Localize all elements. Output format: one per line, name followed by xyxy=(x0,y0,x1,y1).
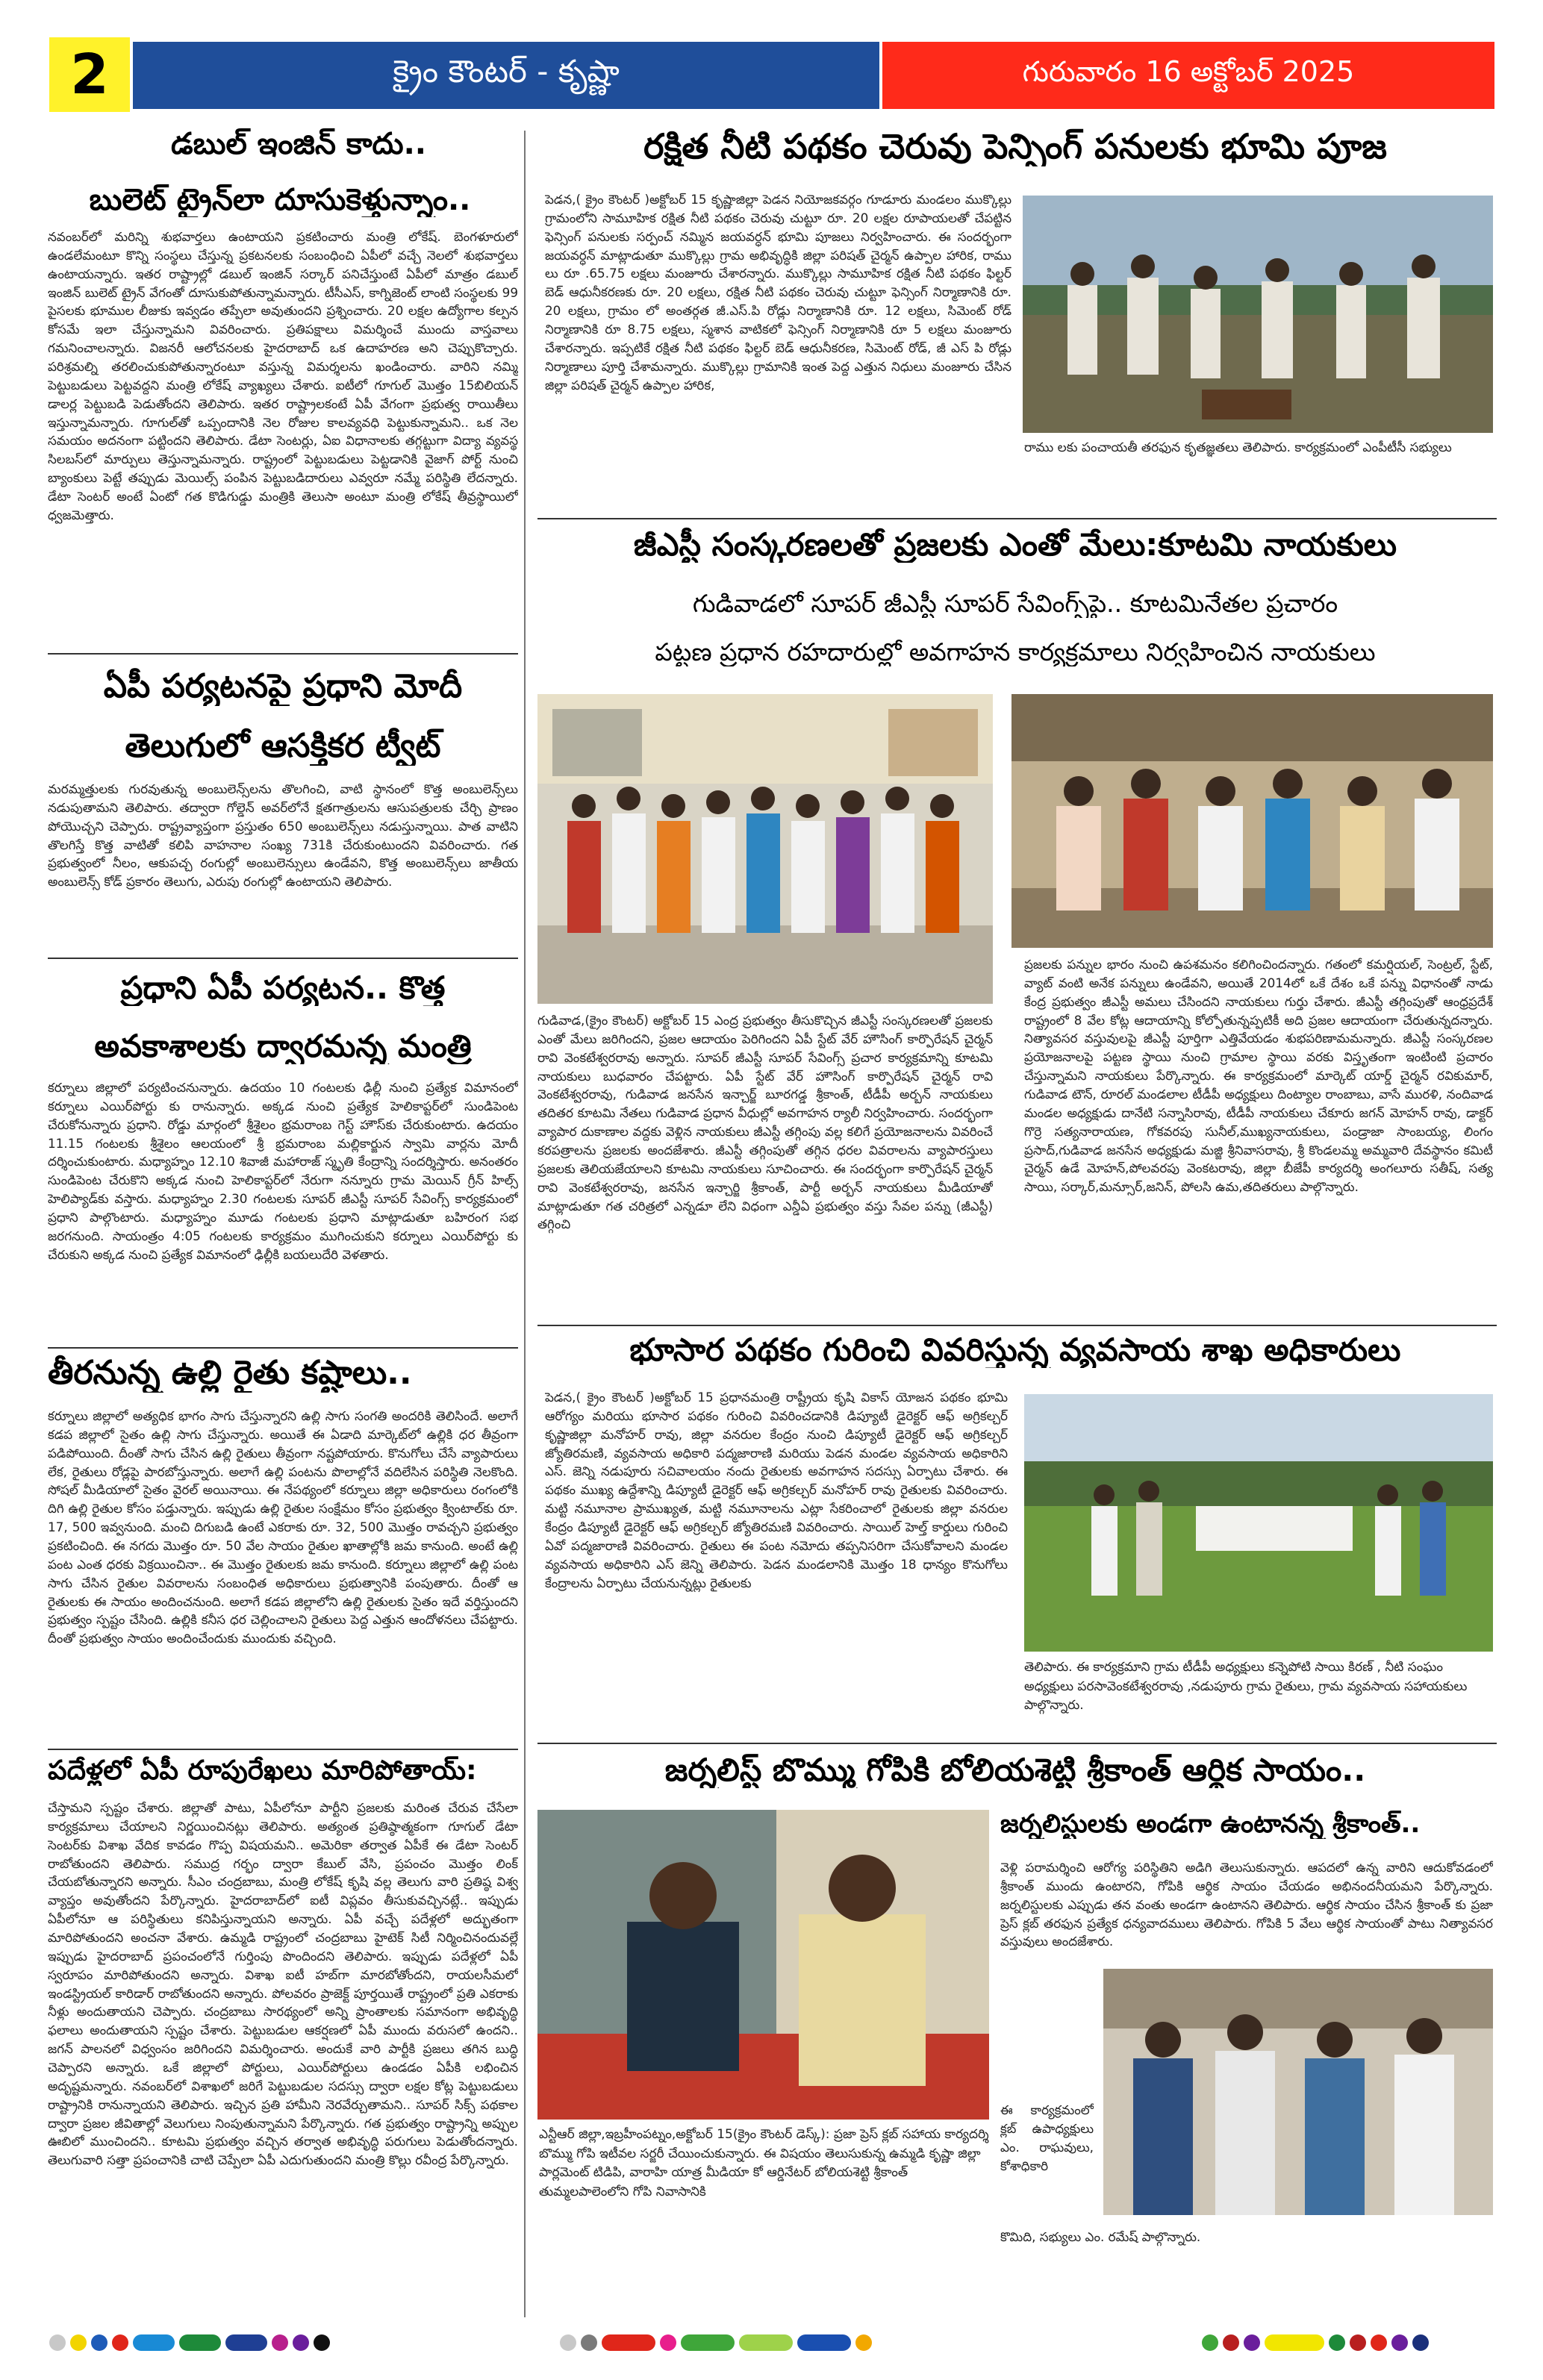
edition-banner: క్రైం కౌంటర్ - కృష్ణా xyxy=(133,42,879,109)
color-dot xyxy=(70,2334,87,2351)
color-dot xyxy=(581,2334,597,2351)
article-b3-body: పెడన,( క్రైం కౌంటర్ )అక్టోబర్ 15 ప్రధానమంత్రి రాష్ట్రీయ కృషి వికాస్ యోజన పథకం భూమి ఆరోగ్యం మరియు భూసార పథకం గురించి వివరించడానికి డిప్యూటీ డైరెక్టర్ ఆఫ్ అగ్రికల్చర్ కృష్ణాజిల్లా మనోహర్ రావు, జిల్లా వనరుల కేంద్రం నుంచి డిప్యూటీ డైరెక్టర్ ఆఫ్ అగ్రికల్చర్ జ్యోతిరమణి, వ్యవసాయ అధికారి పద్మజారాణి మరియు పెడన మండల వ్యవసాయ అధికారిని ఎస్. జెన్ని నడుపూరు సచివాలయం నందు రైతులకు అవగాహన సదస్సు ఏర్పాటు చేశారు. ఈ పథకం ముఖ్య ఉద్దేశాన్ని డిప్యూటీ డైరెక్టర్ ఆఫ్ అగ్రికల్చర్ మనోహర్ రావు రైతులకు వివరించారు. మట్టి నమూనాల ప్రాముఖ్యత, మట్టి నమూనాలను ఎట్లా సేకరించాలో రైతులకు జిల్లా వనరుల కేంద్రం డిప్యూటీ డైరెక్టర్ ఆఫ్ అగ్రికల్చర్ జ్యోతిరమణి వివరించారు. సాయిల్ హెల్త్ కార్డులు గురించి ఏవో పద్మజారాణి వివరించారు. రైతులు ఈ పంట నమోదు తప్పనిసరిగా చేసుకోవాలని మండల వ్యవసాయ అధికారిని ఎస్ జెన్ని తెలిపారు. పెడన మండలానికి మొత్తం 18 ధాన్యం కొనుగోలు కేంద్రాలను ఏర్పాటు చేయనున్నట్లు రైతులకు xyxy=(545,1390,1008,1590)
color-dot xyxy=(293,2334,309,2351)
article-b2-body-right: ప్రజలకు పన్నుల భారం నుంచి ఉపశమనం కలిగించిందన్నారు. గతంలో కమర్షియల్, సెంట్రల్, స్టేట్, వ్యాట్ వంటి అనేక పన్నులు ఉండేవని, అయితే 2014లో ఒకే దేశం ఒకే పన్ను విధానంతో నాడు కేంద్ర ప్రభుత్వం జీఎస్టీ అమలు చేసిందని నాయకులు గుర్తు చేశారు. జీఎస్టీ తగ్గింపుతో ఆంధ్రప్రదేశ్ రాష్ట్రంలో 8 వేల కోట్ల ఆదాయాన్ని కోల్పోతున్నప్పటికీ అది ప్రజల ఆదాయంగా చేరుతున్నదన్నారు. నిత్యావసర వస్తువులపై జీఎస్టీ పూర్తిగా ఎత్తివేయడం శుభపరిణామమన్నారు. జీఎస్టీ సంస్కరణల ప్రయోజనాలపై పట్టణ స్థాయి నుంచి గ్రామాల స్థాయి వరకు విస్తృతంగా ఇంటింటి ప్రచారం చేస్తున్నామని నాయకులు పేర్కొన్నారు. ఈ కార్యక్రమంలో మార్కెట్ యార్డ్ చైర్మన్ రవికుమార్, గుడివాడ టౌన్, రూరల్ మండలాల టీడీపీ అధ్యక్షులు దింట్యాల రాంబాబు, వాసే మురళి, నందివాడ మండల అధ్యక్షుడు దానేటి సన్నాసిరావు, టీడీపీ నాయకులు చేకూరు జగన్ మోహన్ రావు, డాక్టర్ గొర్రె సత్యనారాయణ, గోకవరపు సునీల్,ముఖ్యనాయకులు, పండ్రాజా సాంబయ్య, లింగం ప్రసాద్,గుడివాడ జనసేన అధ్యక్షుడు మజ్జి శ్రీనివాసరావు, శ్రీ కొండలమ్మ అమ్మవారి దేవస్థానం కమిటీ చైర్మన్ ఉడే మోహన్,పోలవరపు వెంకటరావు, జిల్లా బీజేపీ కార్యదర్శి అంగలూరు సతీష్, సత్య సాయి, సర్కార్,మన్సూర్,జనిన్, పోలసి ఉమ,తదితరులు పాల్గొన్నారు. xyxy=(1024,957,1493,1195)
subheadline-b2-line2: పట్టణ ప్రధాన రహదారుల్లో అవగాహన కార్యక్రమాలు నిర్వహించిన నాయకులు xyxy=(655,638,1376,666)
headline-a5: పదేళ్లలో ఏపీ రూపురేఖలు మారిపోతాయ్: xyxy=(48,1755,477,1786)
article-a1-body: నవంబర్‌లో మరిన్ని శుభవార్తలు ఉంటాయని ప్రకటించారు మంత్రి లోకేష్. బెంగళూరులో ఉండలేమంటూ కొన్ని సంస్థలు చేస్తున్న ప్రకటనలకు సంబంధించి ఏపీలో వచ్చే నెలలో శుభవార్తలు ఉంటాయన్నారు. ఇతర రాష్ట్రాల్లో డబుల్ ఇంజిన్ సర్కార్ పనిచేస్తుంటే ఏపీలో మాత్రం డబుల్ ఇంజిన్ బులెట్ ట్రైన్ వేగంతో దూసుకుపోతున్నామన్నారు. టీసీఎస్, కాగ్నిజెంట్ లాంటి సంస్థలకు 99 పైసలకు భూముల లీజుకు ఇవ్వడం తప్పేలా అవుతుందని ప్రశ్నించారు. 20 లక్షల ఉద్యోగాల కల్పన కోసమే ఇలా చేస్తున్నామని వివరించారు. ప్రతిపక్షాలు విమర్శించే ముందు వాస్తవాలు గమనించాలన్నారు. విజనరీ ఆలోచనలకు హైదరాబాద్ ఒక ఉదాహరణ అని చెప్పుకొచ్చారు. పరిశ్రమల్ని తరలించుకుపోతున్నారంటూ వస్తున్న విమర్శలను ఖండించారు. వారిని నమ్మి పెట్టుబడులు పెట్టవద్దని మంత్రి లోకేష్ వ్యాఖ్యలు చేశారు. ఐటీలో గూగుల్ మొత్తం 15బిలియన్ డాలర్ల పెట్టుబడి పెడుతోందని తెలిపారు. ఇతర రాష్ట్రాలకంటే ఏపీ వేగంగా ప్రభుత్వ రాయితీలు ఇస్తున్నామన్నారు. గూగుల్‌తో ఒప్పందానికి నెల రోజుల కాలవ్యవధి పెట్టుకున్నామని.. ఒక నెల సమయం అదనంగా పట్టిందని తెలిపారు. డేటా సెంటర్లు, ఏఐ విధానాలకు తగ్గట్టుగా విద్యా వ్యవస్థ సిలబస్‌లో మార్పులు తెస్తున్నామన్నారు. రాష్ట్రంలో పెట్టుబడులు పెట్టడానికి వైజాగ్ పోర్ట్ నుంచి బ్యాంకులు పెట్టే తప్పుడు మెయిల్స్ పంపిన పెట్టుబడిదారులు ఎవ్వరూ నమ్మే పరిస్థితి లేదన్నారు. డేటా సెంటర్ అంటే ఏంటో గత కొడిగుడ్డు మంత్రికి తెలుసా అంటూ మంత్రి లోకేష్ తీవ్రస్థాయిలో ధ్వజమెత్తారు. xyxy=(48,229,518,522)
journalist-aid-photo-left xyxy=(537,1810,989,2120)
color-bar xyxy=(739,2334,793,2351)
subheadline-b2-line1: గుడివాడలో సూపర్ జీఎస్టీ సూపర్ సేవింగ్స్‌పై.. కూటమినేతల ప్రచారం xyxy=(692,590,1338,618)
headline-b4: జర్నలిస్ట్ బొమ్ము గోపికి బోలియశెట్టి శ్రీకాంత్ ఆర్థిక సాయం.. xyxy=(664,1752,1366,1788)
color-bar xyxy=(225,2334,267,2351)
page-number: 2 xyxy=(49,37,130,112)
article-b2-body-left: గుడివాడ,(క్రైం కౌంటర్) అక్టోబర్ 15 ఎంద్ర ప్రభుత్వం తీసుకొచ్చిన జీఎస్టీ సంస్కరణలతో ప్రజలకు ఎంతో మేలు జరిగిందని, ప్రజల ఆదాయం పెరిగిందని ఏపీ స్టేట్ వేర్ హౌసింగ్ కార్పొరేషన్ చైర్మన్ రావి వెంకటేశ్వరరావు అన్నారు. సూపర్ జీఎస్టీ సూపర్ సేవింగ్స్ ప్రచార కార్యక్రమాన్ని కూటమి నాయకులు బుధవారం చేపట్టారు. ఏపీ స్టేట్ వేర్ హౌసింగ్ కార్పొరేషన్ చైర్మన్ రావి వెంకటేశ్వరరావు, గుడివాడ జనసేన ఇన్చార్జ్ బూరగడ్డ శ్రీకాంత్, టీడీపీ అర్బన్ నాయకులు తదితర కూటమి నేతలు గుడివాడ ప్రధాన వీధుల్లో అవగాహన ర్యాలీ నిర్వహించారు. సందర్భంగా వ్యాపార దుకాణాల వద్దకు వెళ్లిన నాయకులు జీఎస్టీ తగ్గింపు వల్ల కలిగే ప్రయోజనాలను వివరించే కరపత్రాలను ప్రజలకు అందజేశారు. జీఎస్టీ తగ్గింపుతో తగ్గిన ధరల వివరాలను వ్యాపారస్తులు ప్రజలకు తెలియజేయాలని కూటమి నాయకులు సూచించారు. ఈ సందర్భంగా కార్పొరేషన్ చైర్మన్ రావి వెంకటేశ్వరరావు, జనసేన ఇన్చార్జి శ్రీకాంత్, పార్టీ అర్బన్ నాయకులు మీడియాతో మాట్లాడుతూ గత చరిత్రలో ఎన్నడూ లేని విధంగా ఎన్డీఏ ప్రభుత్వం వస్తు సేవల పన్ను (జీఎస్టీ) తగ్గించి xyxy=(537,1013,993,1232)
headline-b2: జీఎస్టీ సంస్కరణలతో ప్రజలకు ఎంతో మేలు:కూటమి నాయకులు xyxy=(633,527,1397,563)
color-registration-marks-left xyxy=(49,2334,330,2351)
color-dot xyxy=(1329,2334,1345,2351)
headline-b1: రక్షిత నీటి పథకం చెరువు పెన్సింగ్ పనులకు భూమి పూజ xyxy=(643,127,1387,166)
gst-campaign-photo-left xyxy=(537,694,993,1004)
headline-a2-line1: ఏపీ పర్యటనపై ప్రధాని మోదీ xyxy=(103,668,463,705)
date-banner: గురువారం 16 అక్టోబర్ 2025 xyxy=(882,42,1494,109)
separator xyxy=(537,1743,1497,1744)
color-bar xyxy=(797,2334,851,2351)
color-dot xyxy=(1244,2334,1260,2351)
color-bar xyxy=(681,2334,735,2351)
article-a4-body: కర్నూలు జిల్లాలో అత్యధిక భాగం సాగు చేస్తున్నారని ఉల్లి సాగు సంగతి అందరికి తెలిసిందే. అలాగే కడప జిల్లాలో సైతం ఉల్లి సాగు చేస్తున్నారు. అయితే ఈ ఏడాది మార్కెట్‌లో ఉల్లికి ధర తీవ్రంగా పడిపోయింది. దీంతో సాగు చేసిన ఉల్లి రైతులు తీవ్రంగా నష్టపోయారు. కొనుగోలు చేసే వ్యాపారులు లేక, రైతులు రోడ్లపై పారబోస్తున్నారు. అలాగే ఉల్లి పంటను పొలాల్లోనే వదిలేసిన పరిస్థితి నెలకొంది. సోషల్ మీడియాలో సైతం వైరల్ అయినాయి. ఈ నేపథ్యంలో కర్నూలు జిల్లా అధికారులు రంగంలోకి దిగి ఉల్లి రైతుల కోసం పడ్తున్నారు. ఇప్పుడు ఉల్లి రైతుల సంక్షేమం కోసం ప్రభుత్వం క్వింటాల్‌కు రూ. 17, 500 ఇవ్వనుంది. మంచి దిగుబడి ఉంటే ఎకరాకు రూ. 32, 500 మొత్తం రావచ్చని ప్రభుత్వం ప్రకటించింది. ఈ నగదు మొత్తం రూ. 50 వేల సాయం రైతుల ఖాతాల్లోకి జమ కానుంది. అంటే ఉల్లి పంట ఎంత ధరకు విక్రయించినా.. ఈ మొత్తం రైతులకు జమ కానుంది. కర్నూలు జిల్లాలో ఉల్లి పంట సాగు చేసిన రైతుల వివరాలను సంబంధిత అధికారులు ప్రభుత్వానికి పంపుతారు. దీంతో ఆ రైతులకు ఈ సాయం అందించనుంది. అలాగే కడప జిల్లాలోని ఉల్లి రైతులకు సైతం ఇదే వర్తిస్తుందని ప్రభుత్వం స్పష్టం చేసింది. ఉల్లికి కనీస ధర చెల్లించాలని రైతులు పెద్ద ఎత్తున ఆందోళనలు చేపట్టారు. దీంతో ప్రభుత్వం సాయం అందించేందుకు ముందుకు వచ్చింది. xyxy=(48,1408,518,1646)
article-a5-body: చేస్తామని స్పష్టం చేశారు. జిల్లాతో పాటు, ఏపీలోనూ పార్టీని ప్రజలకు మరింత చేరువ చేసేలా కార్యక్రమాలు చేయాలని నిర్ణయించినట్లు తెలిపారు. అత్యంత ప్రతిష్ఠాత్మకంగా గూగుల్ డేటా సెంటర్‌కు విశాఖ వేదిక కావడం గొప్ప విషయమని.. అమెరికా తర్వాత ఏపీకే ఈ డేటా సెంటర్ రాబోతుందని తెలిపారు. సముద్ర గర్భం ద్వారా కేబుల్ వేసి, ప్రపంచం మొత్తం లింక్ చేయబోతున్నారని అన్నారు. సీఎం చంద్రబాబు, మంత్రి లోకేష్ కృషి వల్ల తెలుగు వారి ప్రతిష్ఠ విశ్వ వ్యాప్తం అవుతోందని పేర్కొన్నారు. హైదరాబాద్‌లో ఐటీ విప్లవం తీసుకువచ్చినట్లే.. ఇప్పుడు ఏపీలోనూ ఆ పరిస్థితులు కనిపిస్తున్నాయని అన్నారు. ఏపీ వచ్చే పదేళ్లలో అద్భుతంగా మారిపోతుందని అంచనా వేశారు. ఉమ్మడి రాష్ట్రంలో చంద్రబాబు హైటెక్ సిటీ నిర్మించినందువల్లే ఇప్పుడు హైదరాబాద్ ప్రపంచంలోనే గుర్తింపు పొందిందని తెలిపారు. ఇప్పుడు పదేళ్లలో ఏపీ స్వరూపం మారిపోతుందని అన్నారు. విశాఖ ఐటీ హబ్‌గా మారబోతోందని, రాయలసీమలో ఇండస్ట్రియల్ కారిడార్ రాబోతుందని అన్నారు. పోలవరం ప్రాజెక్ట్ పూర్తయితే రాష్ట్రంలో ప్రతి ఎకరాకు నీళ్లు అందుతాయని చెప్పారు. చంద్రబాబు సారథ్యంలో అన్ని ప్రాంతాలకు సమానంగా అభివృద్ధి ఫలాలు అందుతాయని స్పష్టం చేశారు. పెట్టుబడుల ఆకర్షణలో ఏపీ ముందు వరుసలో ఉందని.. జగన్ పాలనలో విధ్వంసం జరిగిందని విమర్శించారు. అందుకే వారి పార్టీకి ప్రజలు తగిన బుద్ధి చెప్పారని అన్నారు. ఒకే జిల్లాలో పోర్టులు, ఎయిర్‌పోర్టులు ఉండడం ఏపీకి లభించిన అదృష్టమన్నారు. నవంబర్‌లో విశాఖలో జరిగే పెట్టుబడుల సదస్సు ద్వారా లక్షల కోట్ల పెట్టుబడులు రాష్ట్రానికి రానున్నాయని తెలిపారు. ఇచ్చిన ప్రతి హామీని నెరవేర్చుతామని.. సూపర్ సిక్స్ పథకాల ద్వారా ప్రజల జీవితాల్లో వెలుగులు నింపుతున్నామని పేర్కొన్నారు. గత ప్రభుత్వం రాష్ట్రాన్ని అప్పుల ఊబిలో ముంచిందని.. కూటమి ప్రభుత్వం వచ్చిన తర్వాత అభివృద్ధి పరుగులు పెడుతోందన్నారు. తెలుగువారి సత్తా ప్రపంచానికి చాటి చెప్పేలా ఏపీ ఎదుగుతుందని మంత్రి కొల్లు రవీంద్ర పేర్కొన్నారు. xyxy=(48,1800,518,2168)
agriculture-field-photo xyxy=(1024,1394,1493,1652)
color-dot xyxy=(91,2334,107,2351)
color-dot xyxy=(1350,2334,1366,2351)
color-dot xyxy=(112,2334,128,2351)
color-dot xyxy=(272,2334,288,2351)
color-bar xyxy=(1265,2334,1324,2351)
article-b4-body-narrow: ఈ కార్యక్రమంలో క్లబ్ ఉపాధ్యక్షులు ఎం. రాఘవులు, కోశాధికారి xyxy=(1000,2102,1094,2173)
separator xyxy=(48,1749,518,1750)
color-dot xyxy=(1223,2334,1239,2351)
color-dot xyxy=(1371,2334,1387,2351)
color-bar xyxy=(602,2334,655,2351)
headline-a3-line1: ప్రధాని ఏపీ పర్యటన.. కొత్త xyxy=(120,970,446,1006)
color-bar xyxy=(133,2334,175,2351)
article-a2-body: మరమ్మత్తులకు గురవుతున్న అంబులెన్స్‌లను తొలగించి, వాటి స్థానంలో కొత్త అంబులెన్స్‌లు నడుపుతామని తెలిపారు. తద్వారా గోల్డెన్ అవర్‌లోనే క్షతగాత్రులను ఆసుపత్రులకు చేర్చి ప్రాణం పోయొచ్చని చెప్పారు. రాష్ట్రవ్యాప్తంగా ప్రస్తుతం 650 అంబులెన్స్‌లు నడుస్తున్నాయి. పాత వాటిని తొలగిస్తే కొత్త వాటితో కలిపి వాహనాల సంఖ్య 731కి చేరుకుంటుందని వివరించారు. గత ప్రభుత్వంలో నీలం, ఆకుపచ్చ రంగుల్లో అంబులెన్సులు ఉండేవని, కొత్త అంబులెన్స్‌లు జాతీయ అంబులెన్స్ కోడ్ ప్రకారం తెలుగు, ఎరుపు రంగుల్లో ఉంటాయని తెలిపారు. xyxy=(48,781,518,890)
subheadline-b4: జర్నలిస్టులకు అండగా ఉంటానన్న శ్రీకాంత్.. xyxy=(1000,1810,1421,1839)
color-dot xyxy=(1202,2334,1218,2351)
color-dot xyxy=(855,2334,872,2351)
gst-campaign-photo-right xyxy=(1011,694,1493,948)
separator xyxy=(537,1325,1497,1326)
article-b4-body-bottom: కొమిది, సభ్యులు ఎం. రమేష్ పాల్గొన్నారు. xyxy=(1000,2229,1201,2244)
color-registration-marks-right xyxy=(1202,2334,1429,2351)
separator xyxy=(48,653,518,655)
color-dot xyxy=(560,2334,576,2351)
color-dot xyxy=(49,2334,66,2351)
color-registration-marks-center xyxy=(560,2334,872,2351)
headline-a1-line2: బులెట్ ట్రైన్‌లా దూసుకెళ్తున్నాం.. xyxy=(89,183,471,217)
color-dot xyxy=(660,2334,676,2351)
article-a3-body: కర్నూలు జిల్లాలో పర్యటించనున్నారు. ఉదయం 10 గంటలకు ఢిల్లీ నుంచి ప్రత్యేక విమానంలో కర్నూలు ఎయిర్‌పోర్టు కు రానున్నారు. అక్కడ నుంచి ప్రత్యేక హెలికాప్టర్‌లో సుండిపెంట చేరుకోనున్నారు ప్రధాని. రోడ్డు మార్గంలో శ్రీశైలం భ్రమరాంబ గెస్ట్ హౌస్‌కు చేరుకుంటారు. ఉదయం 11.15 గంటలకు శ్రీశైలం ఆలయంలో శ్రీ భ్రమరాంబ మల్లికార్జున స్వామి వార్లను మోదీ దర్శించుకుంటారు. మధ్యాహ్నం 12.10 శివాజీ మహారాజ్ స్మృతి కేంద్రాన్ని సందర్శిస్తారు. అనంతరం సుండిపెంట చేరుకొని అక్కడ నుంచి హెలికాప్టర్‌లో నేరుగా నన్నూరు గ్రామ మెయిన్ గ్రీన్ హిల్స్ హెలిప్యాడ్‌కు వస్తారు. మధ్యాహ్నం 2.30 గంటలకు సూపర్ జీఎస్టీ సూపర్ సేవింగ్స్ కార్యక్రమంలో ప్రధాని పాల్గొంటారు. మధ్యాహ్నం మూడు గంటలకు ప్రధాని మాట్లాడుతూ బహిరంగ సభ జరగనుంది. సాయంత్రం 4:05 గంటలకు కార్యక్రమం ముగించుకుని కర్నూలు ఎయిర్‌పోర్టు కు చేరుకుని అక్కడ నుంచి ప్రత్యేక విమానంలో ఢిల్లీకి బయలుదేరి వెళతారు. xyxy=(48,1080,518,1262)
column-divider xyxy=(524,131,526,2317)
headline-a4: తీరనున్న ఉల్లి రైతు కష్టాలు.. xyxy=(48,1355,412,1392)
color-dot xyxy=(1391,2334,1408,2351)
color-bar xyxy=(179,2334,221,2351)
article-b1-body: పెడన,( క్రైం కౌంటర్ )అక్టోబర్ 15 కృష్ణాజిల్లా పెడన నియోజకవర్గం గూడూరు మండలం ముక్కొల్లు గ్రామంలోని సామూహిక రక్షిత నీటి పథకం చెరువు చుట్టూ రూ. 20 లక్షల రూపాయలతో చేపట్టిన ఫెన్సింగ్ పనులకు సర్పంచ్ నమ్మిన జయవర్ధన్ భూమి పూజలు నిర్వహించారు. ఈ సందర్భంగా జయవర్ధన్ మాట్లాడుతూ ముక్కొల్లు గ్రామ అభివృద్ధికి జిల్లా పరిషత్ చైర్మన్ ఉప్పాల హారిక, రాము లు రూ .65.75 లక్షలు మంజూరు చేశారన్నారు. ముక్కొల్లు సామూహిక రక్షిత నీటి పథకం ఫిల్టర్ బెడ్ ఆధునీకరణకు రూ. 20 లక్షలు, రక్షిత నీటి పథకం చెరువు చుట్టూ ఫెన్సింగ్ నిర్మాణానికి రూ. 20 లక్షలు, గ్రామం లో అంతర్గత జీ.ఎస్.పి రోడ్లు నిర్మాణానికి రూ. 12 లక్షలు, సిమెంట్ రోడ్ నిర్మాణానికి రూ 8.75 లక్షలు, స్మశాన వాటికలో ఫెన్సింగ్ నిర్మాణానికి రూ 5 లక్షలు మంజూరు చేశారన్నారు. ఇప్పటికే రక్షిత నీటి పథకం ఫిల్టర్ బెడ్ ఆధునీకరణ, సిమెంట్ రోడ్, జీ ఎస్ పి రోడ్లు నిర్మాణాలు పూర్తి చేశామన్నారు. ముక్కొల్లు గ్రామానికి ఇంత పెద్ద ఎత్తున నిధులు మంజూరు చేసిన జిల్లా పరిషత్ చైర్మన్ ఉప్పాల హారిక, xyxy=(545,192,1011,393)
color-dot xyxy=(1412,2334,1429,2351)
headline-a2-line2: తెలుగులో ఆసక్తికర ట్వీట్ xyxy=(125,728,441,765)
headline-a1-line1: డబుల్ ఇంజిన్ కాదు.. xyxy=(171,127,426,161)
photo-caption-b4: ఎన్టీఆర్ జిల్లా,ఇబ్రహీంపట్నం,అక్టోబర్ 15(క్రైం కౌంటర్ డెస్క్): ప్రజా ప్రెస్ క్లబ్ సహాయ కార్యదర్శి బొమ్ము గోపి ఇటీవల సర్జరీ చేయించుకున్నారు. ఈ విషయం తెలుసుకున్న ఉమ్మడి కృష్ణా జిల్లా పార్లమెంట్ టిడిపి, వారాహి యాత్ర మీడియా కో ఆర్డినేటర్ బోలియశెట్టి శ్రీకాంత్ తుమ్మలపాలెంలోని గోపి నివాసానికి xyxy=(539,2127,989,2199)
color-dot xyxy=(314,2334,330,2351)
photo-caption-b3: తెలిపారు. ఈ కార్యక్రమాని గ్రామ టీడీపీ అధ్యక్షులు కన్నెపోటి సాయి కిరణ్ , నీటి సంఘం అధ్యక్షులు పరసావెంకటేశ్వరరావు ,నడుపూరు గ్రామ రైతులు, గ్రామ వ్యవసాయ సహాయకులు పాల్గొన్నారు. xyxy=(1024,1660,1468,1713)
photo-caption-b1: రాము లకు పంచాయతీ తరఫున కృతజ్ఞతలు తెలిపారు. కార్యక్రమంలో ఎంపీటీసీ సభ్యులు xyxy=(1024,440,1452,455)
journalist-aid-photo-right xyxy=(1103,1969,1493,2215)
headline-b3: భూసార పథకం గురించి వివరిస్తున్న వ్యవసాయ శాఖ అధికారులు xyxy=(629,1332,1401,1368)
article-b4-body-top: వెళ్లి పరామర్శించి ఆరోగ్య పరిస్థితిని అడిగి తెలుసుకున్నారు. ఆపదలో ఉన్న వారిని ఆదుకోవడంలో శ్రీకాంత్ ముందు ఉంటారని, గోపికి ఆర్థిక సాయం చేయడం అభినందనీయమని పేర్కొన్నారు. జర్నలిస్టులకు ఎప్పుడు తన వంతు అండగా ఉంటానని తెలిపారు. ఆర్థిక సాయం చేసిన శ్రీకాంత్ కు ప్రజా ప్రెస్ క్లబ్ తరఫున ప్రత్యేక ధన్యవాదములు తెలిపారు. గోపికి 5 వేలు ఆర్థిక సాయంతో పాటు నిత్యావసర వస్తువులు అందజేశారు. xyxy=(1000,1860,1493,1949)
separator xyxy=(537,518,1497,519)
ground-breaking-photo xyxy=(1023,196,1493,433)
separator xyxy=(48,1347,518,1349)
headline-a3-line2: అవకాశాలకు ద్వారమన్న మంత్రి xyxy=(94,1028,472,1064)
separator xyxy=(48,958,518,959)
